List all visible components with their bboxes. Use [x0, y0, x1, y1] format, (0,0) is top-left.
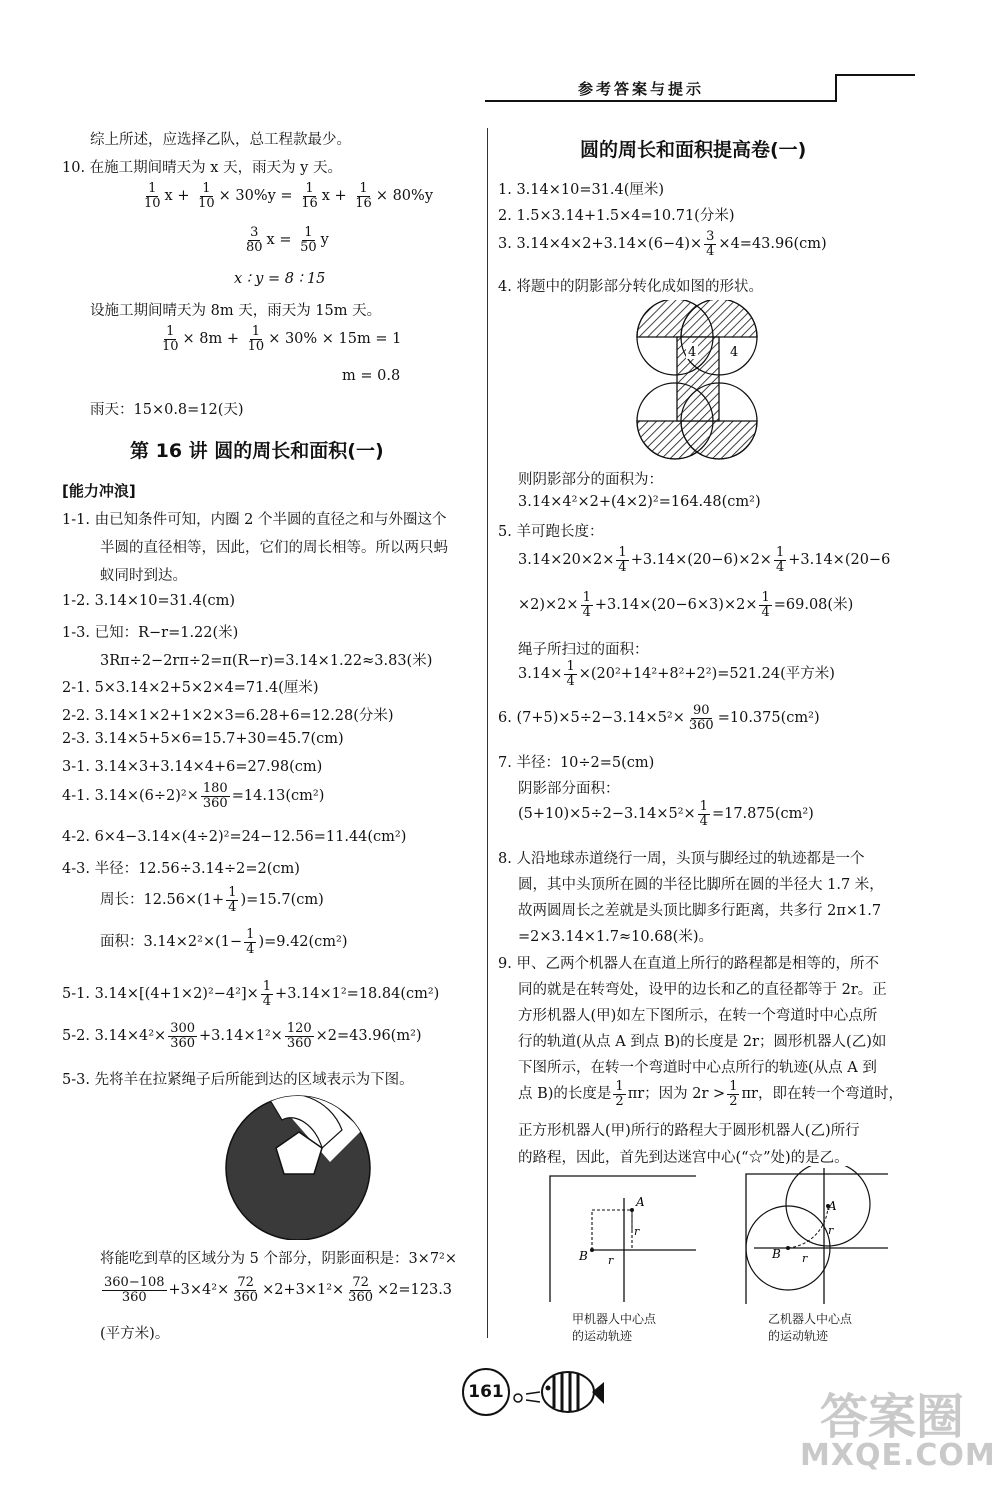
text-line: 点 B)的长度是 $\frac{1}{2}$ πr；因为 2r > $\frac{1}{2}$ πr，即在转一个弯道时， — [518, 1079, 903, 1109]
page-number: 161 — [462, 1368, 510, 1416]
text-line: 3.14×4²×2+(4×2)²=164.48(cm²) — [518, 494, 761, 510]
equation: $\frac{1}{10}$ x + $\frac{1}{10}$ × 30%y = $\frac{1}{16}$ x + $\frac{1}{16}$ × 80%y — [144, 181, 434, 211]
text-line: 将能吃到草的区域分为 5 个部分，阴影面积是：3×7²× — [100, 1251, 458, 1267]
text-line: 周长：12.56×(1+ $\frac{1}{4}$ )=15.7(cm) — [100, 885, 324, 915]
header-title: 参考答案与提示 — [578, 80, 705, 98]
text-line: 下图所示，在转一个弯道时中心点所行的轨迹(从点 A 到 — [518, 1060, 877, 1076]
text-line: 5-1. 3.14×[(4+1×2)²−4²]× $\frac{1}{4}$ +3.14×1²=18.84(cm²) — [62, 979, 440, 1009]
text-line: 2-3. 3.14×5+5×6=15.7+30=45.7(cm) — [62, 731, 344, 747]
text-line: 雨天：15×0.8=12(天) — [90, 402, 244, 418]
text-line: 1-3. 已知：R−r=1.22(米) — [62, 625, 239, 641]
text-line: =2×3.14×1.7≈10.68(米)。 — [518, 929, 713, 945]
text-line: $\frac{360-108}{360}$ +3×4²× $\frac{72}{360}$ ×2+3×1²× $\frac{72}{360}$ ×2=123.3 — [104, 1275, 453, 1305]
text-line: 10. 在施工期间晴天为 x 天，雨天为 y 天。 — [62, 160, 342, 176]
text-line: 1-1. 由已知条件可知，内圈 2 个半圆的直径之和与外圈这个 — [62, 512, 447, 528]
watermark-url: MXQE.COM — [800, 1438, 996, 1473]
text-line: 4. 将题中的阴影部分转化成如图的形状。 — [498, 279, 763, 295]
text-line: 3-1. 3.14×3+3.14×4+6=27.98(cm) — [62, 759, 323, 775]
text-line: (平方米)。 — [100, 1326, 170, 1342]
text-line: 综上所述，应选择乙队，总工程款最少。 — [90, 132, 351, 148]
radius-label: 4 — [688, 345, 697, 360]
text-line: 3. 3.14×4×2+3.14×(6−4)× $\frac{3}{4}$ ×4=43.96(cm) — [498, 229, 827, 259]
text-line: 6. (7+5)×5÷2−3.14×5²× $\frac{90}{360}$ =10.375(cm²) — [498, 703, 820, 733]
text-line: 的路程，因此，首先到达迷宫中心(“☆”处)的是乙。 — [518, 1150, 849, 1166]
text-line: 1-2. 3.14×10=31.4(cm) — [62, 593, 236, 609]
text-line: 8. 人沿地球赤道绕行一周，头顶与脚经过的轨迹都是一个 — [498, 851, 865, 867]
figure-caption: 的运动轨迹 — [768, 1329, 829, 1343]
text-line: 绳子所扫过的面积： — [518, 642, 649, 658]
text-line: 则阴影部分的面积为： — [518, 472, 663, 488]
text-line: 面积：3.14×2²×(1− $\frac{1}{4}$ )=9.42(cm²) — [100, 927, 348, 957]
radius-label: r — [802, 1252, 808, 1265]
text-line: 5. 羊可跑长度： — [498, 524, 604, 540]
equation: $\frac{3}{80}$ x = $\frac{1}{50}$ y — [246, 225, 329, 255]
text-line: 蚁同时到达。 — [100, 568, 187, 584]
fish-mascot-icon — [510, 1364, 606, 1416]
section-title: 第 16 讲 圆的周长和面积(一) — [130, 440, 384, 462]
point-a-label: A — [636, 1195, 645, 1209]
text-line: 5-3. 先将羊在拉紧绳子后所能到达的区域表示为下图。 — [62, 1072, 414, 1088]
section-title: 圆的周长和面积提高卷(一) — [580, 139, 807, 161]
text-line: 7. 半径：10÷2=5(cm) — [498, 755, 655, 771]
text-line: 同的就是在转弯处，设甲的边长和乙的直径都等于 2r。正 — [518, 982, 887, 998]
text-line: 5-2. 3.14×4²× $\frac{300}{360}$ +3.14×1²× $\frac{120}{360}$ ×2=43.96(m²) — [62, 1021, 422, 1051]
text-line: 2-1. 5×3.14×2+5×2×4=71.4(厘米) — [62, 680, 319, 696]
square-robot-figure — [548, 1172, 698, 1306]
equation: x ∶ y = 8 ∶ 15 — [234, 271, 326, 287]
point-a-label: A — [828, 1199, 837, 1213]
text-line: 4-3. 半径：12.56÷3.14÷2=2(cm) — [62, 861, 300, 877]
text-line: 行的轨道(从点 A 到点 B)的长度是 2r；圆形机器人(乙)如 — [518, 1034, 887, 1050]
four-circles-figure — [633, 300, 763, 462]
point-b-label: B — [772, 1247, 781, 1261]
text-line: 故两圆周长之差就是头顶比脚多行距离，共多行 2π×1.7 — [518, 903, 882, 919]
text-line: 圆，其中头顶所在圆的半径比脚所在圆的半径大 1.7 米， — [518, 877, 884, 893]
text-line: 4-2. 6×4−3.14×(4÷2)²=24−12.56=11.44(cm²) — [62, 829, 407, 845]
figure-caption: 乙机器人中心点 — [768, 1312, 853, 1326]
text-line: 1. 3.14×10=31.4(厘米) — [498, 182, 665, 198]
text-line: 3.14× $\frac{1}{4}$ ×(20²+14²+8²+2²)=521.24(平方米) — [518, 659, 835, 689]
text-line: 2-2. 3.14×1×2+1×2×3=6.28+6=12.28(分米) — [62, 708, 394, 724]
text-line: 设施工期间晴天为 8m 天，雨天为 15m 天。 — [90, 303, 382, 319]
equation: $\frac{1}{10}$ × 8m + $\frac{1}{10}$ × 30% × 15m = 1 — [162, 324, 402, 354]
watermark-logo: 答案圈 — [820, 1389, 965, 1445]
text-line: 3.14×20×2× $\frac{1}{4}$ +3.14×(20−6)×2× $\frac{1}{4}$ +3.14×(20−6 — [518, 545, 891, 575]
text-line: 方形机器人(甲)如左下图所示，在转一个弯道时中心点所 — [518, 1008, 878, 1024]
header-corner — [835, 74, 915, 102]
radius-label: r — [608, 1254, 614, 1267]
text-line: (5+10)×5÷2−3.14×5²× $\frac{1}{4}$ =17.875(cm²) — [518, 799, 814, 829]
text-line: 4-1. 3.14×(6÷2)²× $\frac{180}{360}$ =14.13(cm²) — [62, 781, 325, 811]
text-line: 2. 1.5×3.14+1.5×4=10.71(分米) — [498, 208, 735, 224]
column-divider — [487, 128, 488, 1338]
figure-caption: 的运动轨迹 — [572, 1329, 633, 1343]
text-line: 阴影部分面积： — [518, 781, 620, 797]
text-line: 9. 甲、乙两个机器人在直道上所行的路程都是相等的，所不 — [498, 956, 879, 972]
figure-caption: 甲机器人中心点 — [572, 1312, 657, 1326]
grazing-area-figure — [212, 1090, 390, 1240]
text-line: 3Rπ÷2−2rπ÷2=π(R−r)=3.14×1.22≈3.83(米) — [100, 653, 433, 669]
header-rule — [485, 100, 835, 102]
point-b-label: B — [579, 1249, 588, 1263]
section-tag: [能力冲浪] — [62, 482, 136, 500]
radius-label: r — [828, 1224, 834, 1237]
radius-label: 4 — [730, 345, 739, 360]
text-line: ×2)×2× $\frac{1}{4}$ +3.14×(20−6×3)×2× $\frac{1}{4}$ =69.08(米) — [518, 590, 854, 620]
radius-label: r — [634, 1225, 640, 1238]
equation: m = 0.8 — [342, 368, 401, 384]
text-line: 半圆的直径相等，因此，它们的周长相等。所以两只蚂 — [100, 540, 448, 556]
circle-robot-figure — [744, 1166, 890, 1308]
text-line: 正方形机器人(甲)所行的路程大于圆形机器人(乙)所行 — [518, 1123, 860, 1139]
